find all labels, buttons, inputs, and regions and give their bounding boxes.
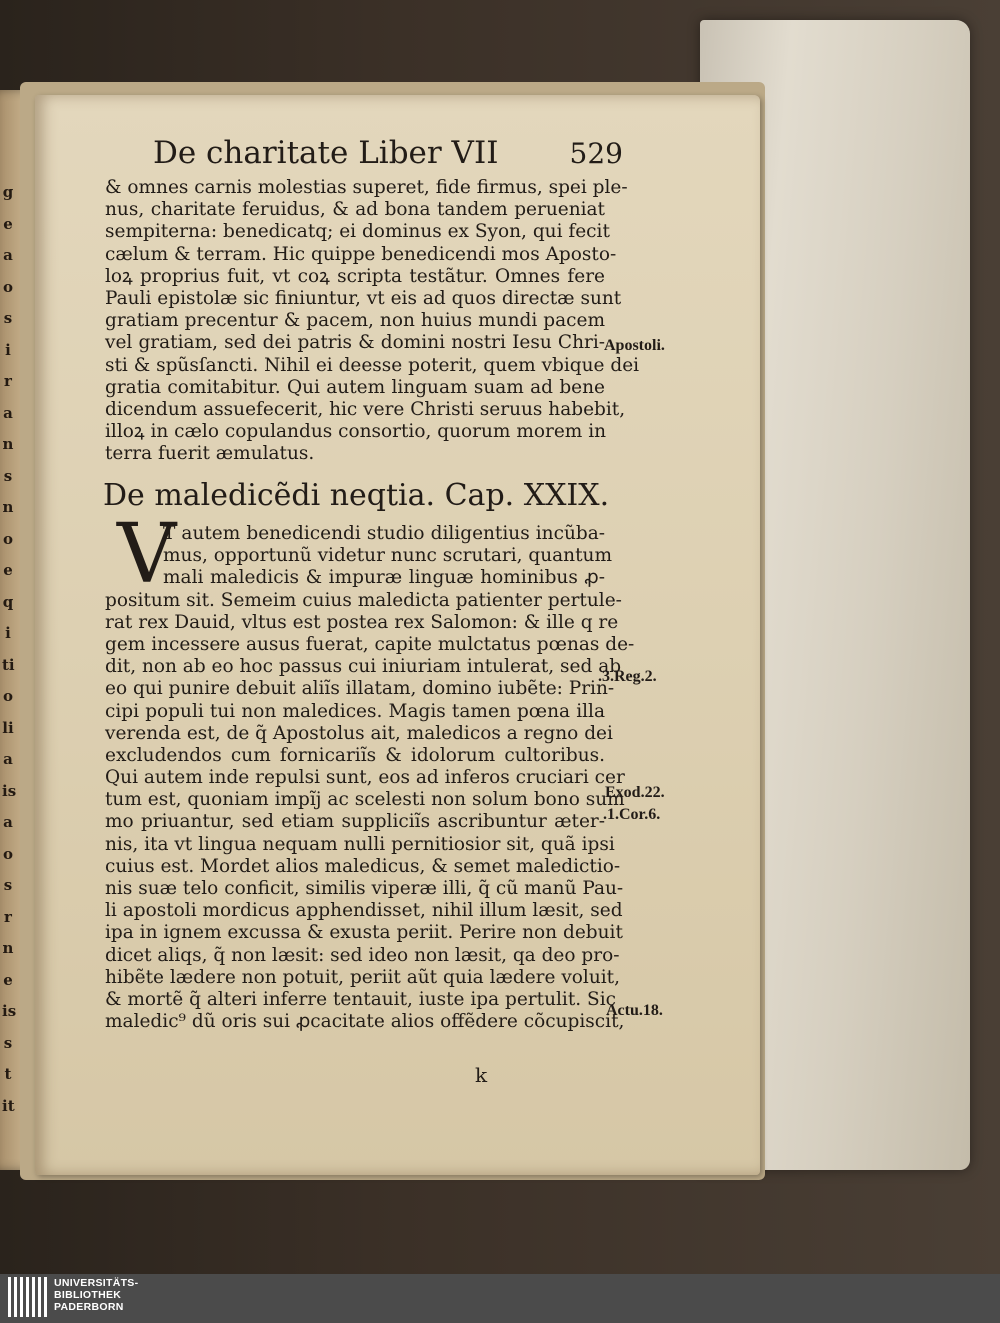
library-footer	[0, 1274, 1000, 1323]
left-page-letter: o	[2, 277, 13, 296]
left-page-letter: s	[3, 876, 13, 894]
signature-mark: k	[475, 1063, 488, 1087]
margin-note: Exod.22.	[605, 784, 665, 801]
text-line: & omnes carnis molestias superet, fide firmus, spei ple-	[105, 177, 628, 198]
text-line: T autem benedicendi studio diligentius incũba-	[163, 523, 605, 544]
text-line: ipa in ignem excussa & exusta periit. Perire non debuit	[105, 922, 623, 944]
left-page-letter: t	[4, 1065, 12, 1083]
margin-note: .1.Cor.6.	[603, 806, 661, 823]
text-line: mali maledicis & impuræ linguæ hominibus ꝓ-	[163, 567, 605, 589]
left-page-letter: a	[3, 813, 13, 831]
left-page-letter: o	[2, 529, 13, 548]
left-page-letter: i	[5, 340, 11, 359]
left-page-letter: e	[3, 561, 13, 579]
text-line: nus, charitate feruidus, & ad bona tandem perueniat	[105, 199, 605, 221]
left-page-letter: n	[2, 435, 14, 453]
text-line: positum sit. Semeim cuius maledicta patienter pertule-	[105, 589, 622, 611]
text-line: loꝝ proprius fuit, vt coꝝ scripta testãtur. Omnes fere	[105, 265, 605, 287]
drop-initial: V	[117, 507, 177, 602]
text-line: maledic⁹ dũ oris sui ꝓcacitate alios offẽdere cõcupiscit,	[105, 1011, 625, 1033]
running-head-title: De charitate Liber VII	[153, 135, 499, 171]
text-line: terra fuerit æmulatus.	[105, 443, 315, 465]
library-name-line1: UNIVERSITÄTS-	[54, 1277, 139, 1289]
text-line: cælum & terram. Hic quippe benedicendi mos Aposto-	[105, 243, 617, 265]
library-name-line2: BIBLIOTHEK	[54, 1289, 122, 1301]
left-page-letter: it	[2, 1096, 15, 1115]
library-logo-icon	[8, 1277, 50, 1317]
text-line: gratiam precentur & pacem, non huius mundi pacem	[105, 310, 605, 332]
left-page-letter: s	[3, 1033, 13, 1052]
text-line: tum est, quoniam impĩj ac scelesti non solum bono sum	[105, 789, 625, 811]
text-line: gratia comitabitur. Qui autem linguam suam ad bene	[105, 376, 605, 398]
running-head	[153, 135, 623, 173]
text-line: vel gratiam, sed dei patris & domini nostri Iesu Chri-	[105, 332, 605, 354]
left-page-letter: is	[2, 1002, 17, 1020]
text-line: dicendum assuefecerit, hic vere Christi seruus habebit,	[105, 398, 626, 420]
text-line: cipi populi tui non maledices. Magis tamen pœna illa	[105, 700, 605, 722]
text-line: sempiterna: benedicatq; ei dominus ex Syon, qui fecit	[105, 221, 610, 243]
text-line: nis, ita vt lingua nequam nulli pernitiosior sit, quã ipsi	[105, 833, 615, 855]
left-page-letter: is	[2, 781, 17, 800]
page-number: 529	[569, 137, 623, 170]
left-page-letter: ti	[2, 655, 15, 674]
left-page-letter: o	[2, 844, 13, 863]
left-page-letter: a	[3, 750, 13, 768]
text-line: sti & spũsſancti. Nihil ei deesse poterit, quem vbique dei	[105, 354, 640, 376]
text-line: Qui autem inde repulsi sunt, eos ad inferos cruciari cer	[105, 767, 625, 789]
margin-note: .3.Reg.2.	[598, 668, 657, 685]
left-page-letter: li	[2, 718, 14, 737]
margin-note: Apostoli.	[604, 337, 665, 354]
text-line: excludendos cum fornicariĩs & idolorum cultoribus.	[105, 744, 605, 766]
left-page-letter: g	[2, 183, 14, 201]
left-page-letter: s	[3, 309, 13, 327]
text-line: & mortẽ q̃ alteri inferre tentauit, iuste ipa pertulit. Sic	[105, 988, 616, 1010]
left-page-letter: n	[2, 498, 14, 516]
text-line: mo priuantur, sed etiam suppliciĩs ascribuntur æter-	[105, 811, 605, 833]
text-line: hibẽte lædere non potuit, periit aũt quia lædere voluit,	[105, 966, 620, 988]
text-line: gem incessere ausus fuerat, capite mulctatus pœnas de-	[105, 633, 635, 655]
left-page-letter: a	[3, 403, 13, 422]
left-page-letter: r	[4, 372, 12, 390]
text-line: eo qui punire debuit aliĩs illatam, domino iubẽte: Prin-	[105, 678, 615, 700]
left-page-letter: i	[5, 624, 11, 642]
text-line: nis suæ telo conficit, similis viperæ illi, q̃ cũ manũ Pau-	[105, 878, 624, 899]
left-page-letter: s	[3, 466, 13, 485]
text-line: verenda est, de q̃ Apostolus ait, maledicos a regno dei	[105, 722, 613, 744]
left-page-letter: a	[3, 246, 13, 264]
chapter-heading: De maledicẽdi neqtia. Cap. XXIX.	[103, 478, 610, 513]
left-page-letter: q	[2, 592, 14, 611]
text-line: li apostoli mordicus apphendisset, nihil illum læsit, sed	[105, 900, 623, 922]
text-line: cuius est. Mordet alios maledicus, & semet maledictio-	[105, 855, 621, 877]
left-page-letter: n	[2, 939, 14, 957]
left-page-letter: o	[2, 687, 13, 705]
text-line: dit, non ab eo hoc passus cui iniuriam intulerat, sed ab	[105, 656, 622, 678]
text-line: rat rex Dauid, vltus est postea rex Salomon: & ille q re	[105, 611, 619, 633]
text-line: mus, opportunũ videtur nunc scrutari, quantum	[163, 545, 612, 567]
text-line: Pauli epistolæ sic finiuntur, vt eis ad quos directæ sunt	[105, 287, 622, 309]
left-page-letter: r	[4, 907, 12, 926]
left-page-letter: e	[3, 214, 13, 233]
left-page-letter: e	[3, 970, 13, 989]
margin-note: Actu.18.	[606, 1002, 663, 1019]
text-line: illoꝝ in cælo copulandus consortio, quorum morem in	[105, 421, 607, 443]
library-name-line3: PADERBORN	[54, 1301, 124, 1313]
library-name	[54, 1277, 138, 1313]
text-line: dicet aliqs, q̃ non læsit: sed ideo non læsit, qa deo pro-	[105, 944, 620, 966]
